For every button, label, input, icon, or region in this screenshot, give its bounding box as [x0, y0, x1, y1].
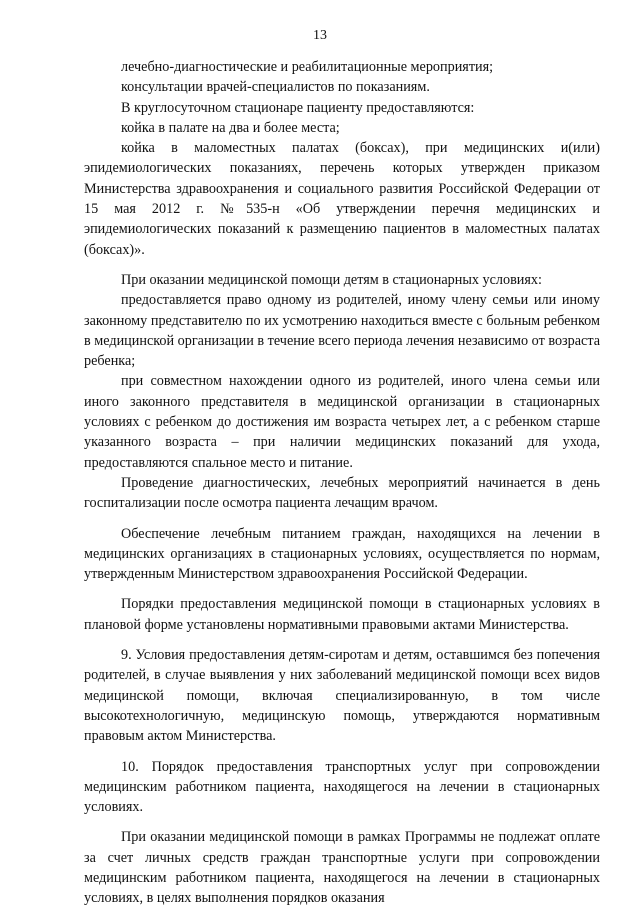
document-body	[84, 57, 600, 909]
paragraph-children-care-intro: При оказании медицинской помощи детям в стационарных условиях:	[121, 271, 542, 288]
paragraph-therapeutic-nutrition: Обеспечение лечебным питанием граждан, находящихся на лечении в медицинских организациях в стационарных условиях, осуществляется по нормам, утвержденным Министерством здравоохранения Российской Федерации.	[84, 525, 600, 583]
paragraph-section-10-transport: 10. Порядок предоставления транспортных услуг при сопровождении медицинским работником пациента, находящегося на лечении в стационарных условиях.	[84, 758, 600, 816]
paragraph-care-procedures: Порядки предоставления медицинской помощи в стационарных условиях в плановой форме установлены нормативными правовыми актами Министерства.	[84, 596, 600, 633]
paragraph-small-ward-bed: койка в маломестных палатах (боксах), при медицинских и(или) эпидемиологических показаниях, перечень которых утвержден приказом Министерства здравоохранения и социального развития Российской Федерации от 15 мая 2012 г. №535-н «Об утверждении перечня медицинских и эпидемиологических показаний к размещению пациентов в маломестных палатах (боксах)».	[84, 140, 600, 258]
paragraph-bed-in-ward: койка в палате на два и более места;	[121, 119, 340, 136]
page-number: 13	[313, 28, 327, 43]
paragraph-round-the-clock-hospital: В круглосуточном стационаре пациенту предоставляются:	[121, 99, 475, 116]
paragraph-specialist-consultations: консультации врачей-специалистов по показаниям.	[121, 79, 430, 96]
paragraph-transport-not-paid: При оказании медицинской помощи в рамках Программы не подлежат оплате за счет личных средств граждан транспортные услуги при сопровождении медицинским работником пациента, находящегося на лечении в стационарных условиях, в целях выполнения порядков оказания	[84, 829, 600, 907]
paragraph-joint-stay: при совместном нахождении одного из родителей, иного члена семьи или иного законного представителя в медицинской организации в стационарных условиях с ребенком до достижения им возраста четырех лет, а с ребенком старше указанного возраста – при наличии медицинских показаний для ухода, предоставляются спальное место и питание.	[84, 373, 600, 471]
paragraph-diagnostics-start: Проведение диагностических, лечебных мероприятий начинается в день госпитализации после осмотра пациента лечащим врачом.	[84, 474, 600, 512]
paragraph-rehab-measures: лечебно-диагностические и реабилитационные мероприятия;	[121, 59, 494, 75]
paragraph-parent-right: предоставляется право одному из родителей, иному члену семьи или иному законному представителю по их усмотрению находиться вместе с больным ребенком в медицинской организации в течение всего периода лечения независимо от возраста ребенка;	[84, 292, 600, 370]
paragraph-section-9-orphans: 9. Условия предоставления детям-сиротам и детям, оставшимся без попечения родителей, в случае выявления у них заболеваний медицинской помощи всех видов медицинской помощи, включая специализированную, в том числе высокотехнологичную, медицинскую помощь, утверждаются нормативным правовым актом Министерства.	[84, 647, 600, 745]
